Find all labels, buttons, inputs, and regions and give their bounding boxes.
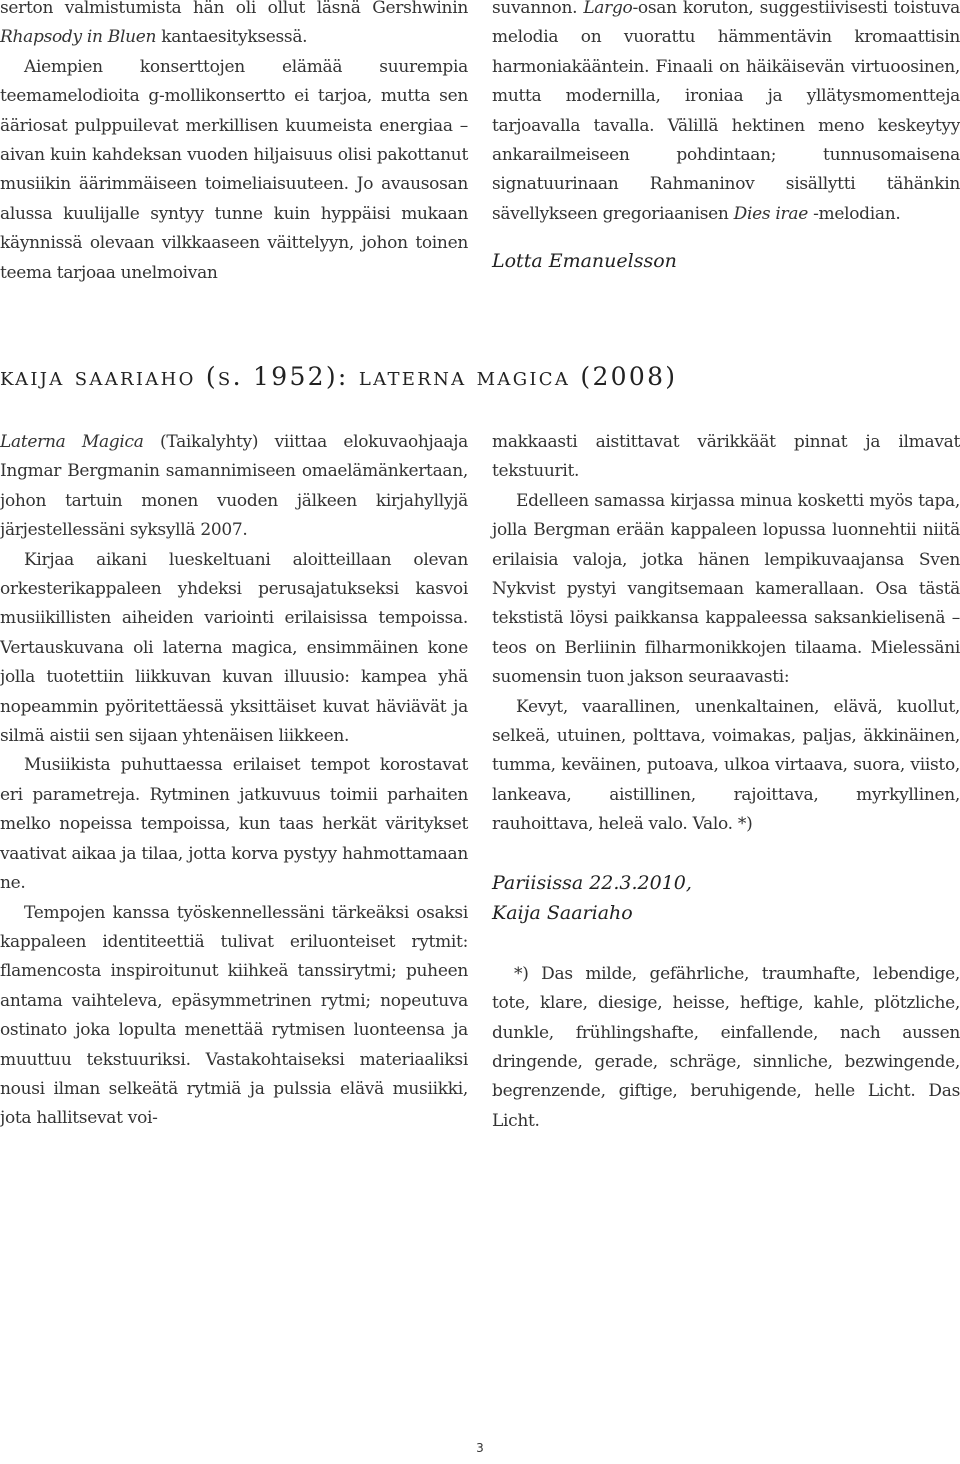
top-right-column xyxy=(492,0,960,277)
paragraph: Tempojen kanssa työskennellessäni tärkeäksi osaksi kappaleen identiteettiä tulivat eriluonteiset rytmit: flamencosta inspiroitunut kiihkeä tanssirytmi; puheen antama vaihteleva, epäsymmetrinen rytmi; nopeutuva ostinato joka lopulta menettää rytmisen luonteensa ja muuttuu tekstuuriksi. Vastakohtaiseksi materiaaliksi nousi ilman selkeätä rytmiä ja pulssia elävä musiikki, jota hallitsevat voi- xyxy=(0,902,468,1129)
paragraph: makkaasti aistittavat värikkäät pinnat ja ilmavat tekstuurit. xyxy=(492,432,960,482)
paragraph xyxy=(0,428,468,546)
place-date: Pariisissa 22.3.2010, xyxy=(492,871,692,894)
paragraph: Aiempien konserttojen elämää suurempia teemamelodioita g-mollikonsertto ei tarjoa, mutta sen ääriosat pulppuilevat merkillisen kuumeista energiaa – aivan kuin kahdeksan vuoden hiljaisuus olisi pakottanut musiikin äärimmäiseen toimeliaisuuteen. Jo avausosan alussa kuulijalle syntyy tunne kuin hyppäisi mukaan käynnissä olevaan vilkkaaseen väittelyyn, johon toinen teema tarjoaa unelmoivan xyxy=(0,56,468,283)
author-signature: Lotta Emanuelsson xyxy=(492,250,677,273)
italic-title: Laterna Magica xyxy=(0,432,144,452)
text: suvannon. xyxy=(492,0,584,18)
text: serton valmistumista hän oli ollut läsnä Gershwinin xyxy=(0,0,468,18)
text: kantaesityksessä. xyxy=(156,27,308,48)
top-left-column xyxy=(0,0,468,288)
italic-title: Rhapsody in Bluen xyxy=(0,27,157,48)
paragraph: Edelleen samassa kirjassa minua kosketti myös tapa, jolla Bergman erään kappaleen lopussa luonnehtii niitä erilaisia valoja, jotka hänen lempikuvaajansa Sven Nykvist pystyi vangitsemaan kamerallaan. Osa tästä tekstistä löysi paikkansa kappaleessa saksankielisenä – teos on Berliinin filharmonikkojen tilaama. Mielessäni suomensin tuon jakson seuraavasti: xyxy=(492,490,960,688)
bottom-left-column xyxy=(0,428,468,1134)
page-number: 3 xyxy=(476,1441,484,1455)
translated-passage: Kevyt, vaarallinen, unenkaltainen, elävä, kuollut, selkeä, utuinen, polttava, voimakas, paljas, äkkinäinen, tumma, keväinen, putoava, ulkoa virtaava, suora, viisto, lankeava, aistillinen, rajoittava, myrkyllinen, rauhoittava, heleä valo. Valo. *) xyxy=(492,696,960,835)
text: -osan koruton, suggestiivisesti toistuva melodia on vuorattu hämmentävin kromaattisin harmoniakääntein. Finaali on häikäisevän virtuoosinen, mutta modernilla, ironiaa ja yllätysmomentteja tarjoavalla tavalla. Välillä hektinen meno keskeytyy ankarailmeiseen pohdintaan; tunnusomaisena signatuurinaan Rahmaninov sisällytti tähänkin sävellykseen gregoriaanisen xyxy=(492,0,960,224)
italic-term: Dies irae xyxy=(733,203,808,224)
italic-term: Largo xyxy=(583,0,633,18)
paragraph: Musiikista puhuttaessa erilaiset tempot korostavat eri parametreja. Rytminen jatkuvuus toimii parhaiten melko nopeissa tempoissa, kun taas herkät väritykset vaativat aikaa ja tilaa, jotta korva pystyy hahmottamaan ne. xyxy=(0,755,468,894)
place-date-signature xyxy=(492,868,960,928)
text: (Taikalyhty) viittaa elokuvaohjaaja Ingmar Bergmanin samannimiseen omaelämänkertaan, johon tartuin monen vuoden jälkeen kirjahyllyjä järjestellessäni syksyllä 2007. xyxy=(0,432,468,541)
text: -melodian. xyxy=(807,203,901,224)
bottom-right-column xyxy=(492,428,960,1136)
paragraph: Kirjaa aikani lueskeltuani aloitteillaan olevan orkesterikappaleen yhdeksi perusajatukseksi kasvoi musiikillisten aiheiden variointi erilaisissa tempoissa. Vertauskuvana oli laterna magica, ensimmäinen kone jolla tuotettiin liikkuvan kuvan illuusio: kampea yhä nopeammin pyöritettäessä yksittäiset kuvat häviävät ja silmä aistii sen sijaan yhtenäisen liikkeen. xyxy=(0,549,468,747)
author-signature: Kaija Saariaho xyxy=(492,901,633,924)
footnote: *) Das milde, gefährliche, traumhafte, lebendige, tote, klare, diesige, heisse, heftige, kahle, plötzliche, dunkle, frühlingshafte, einfallende, nach aussen dringende, gerade, schräge, sinnliche, bezwingende, begrenzende, giftige, beruhigende, helle Licht. Das Licht. xyxy=(492,963,960,1131)
paragraph xyxy=(0,0,468,53)
paragraph xyxy=(492,0,960,229)
section-heading: kaija saariaho (s. 1952): laterna magica (2008) xyxy=(0,362,678,391)
